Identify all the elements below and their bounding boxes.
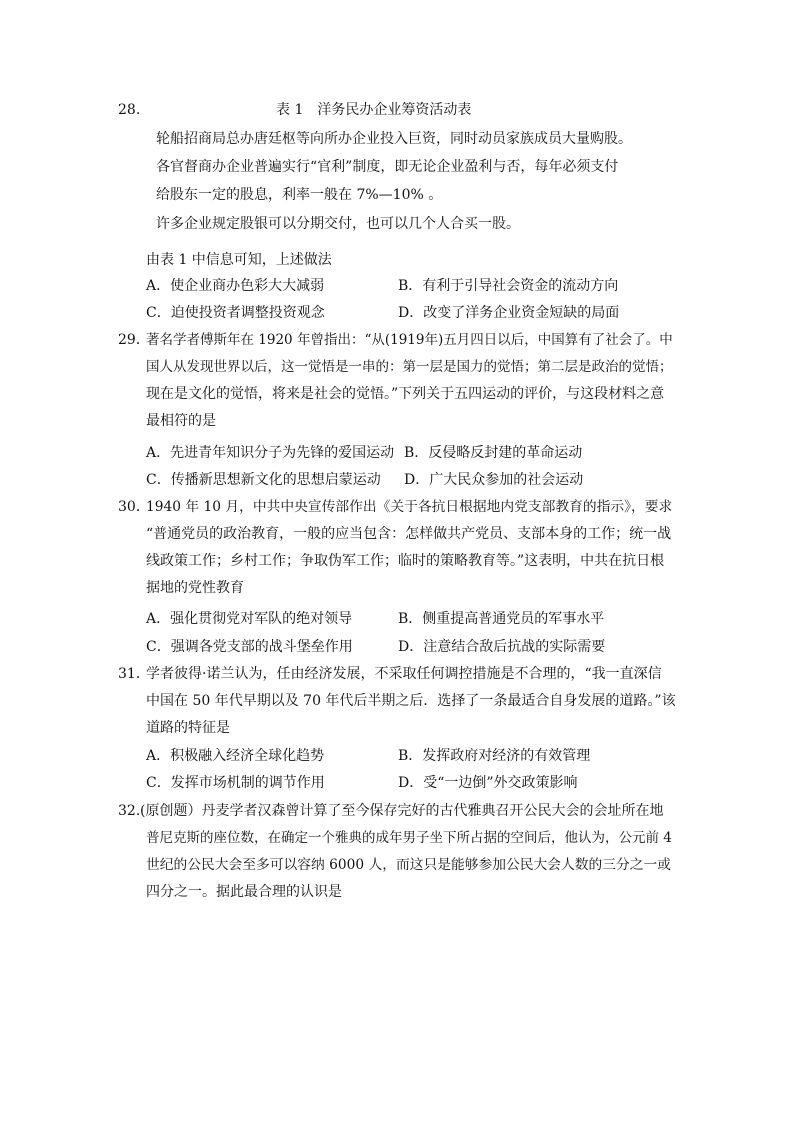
question-32-line-3: 世纪的公民大会至多可以容纳 6000 人，而这只是能够参加公民大会人数的三分之一或: [146, 857, 671, 873]
question-30-option-b: B．侧重提高普通党员的军事水平: [398, 611, 605, 627]
question-29-line-1: 著名学者傅斯年在 1920 年曾指出：“从(1919年)五月四日以后，中国算有了社会了。中: [146, 332, 673, 348]
question-28-option-b: B．有利于引导社会资金的流动方向: [398, 278, 619, 294]
question-31-line-1: 学者彼得·诺兰认为，任由经济发展，不采取任何调控措施是不合理的，“我一直深信: [146, 666, 662, 682]
table-row-2: 各官督商办企业普遍实行“官利”制度，即无论企业盈利与否，每年必须支付: [156, 159, 619, 175]
question-29-line-2: 国人从发现世界以后，这一觉悟是一串的：第一层是国力的觉悟；第二层是政治的觉悟；: [146, 359, 673, 375]
question-31-line-3: 道路的特征是: [146, 720, 230, 736]
question-30-line-3: 线政策工作；乡村工作；争取伪军工作；临时的策略教育等。”这表明，中共在抗日根: [146, 553, 665, 569]
question-28-option-d: D．改变了洋务企业资金短缺的局面: [398, 305, 620, 321]
question-31-option-b: B．发挥政府对经济的有效管理: [398, 748, 591, 764]
question-32-line-1: (原创题）丹麦学者汉森曾计算了至今保存完好的古代雅典召开公民大会的会址所在地: [140, 803, 664, 819]
question-32-line-2: 普尼克斯的座位数，在确定一个雅典的成年男子坐下所占据的空间后，他认为，公元前 4: [146, 830, 672, 846]
question-30-option-c: C．强调各党支部的战斗堡垒作用: [146, 639, 353, 655]
question-31-option-a: A．积极融入经济全球化趋势: [146, 748, 325, 764]
question-29-option-a: A．先进青年知识分子为先锋的爱国运动: [146, 445, 395, 461]
question-31-number: 31．: [118, 666, 150, 682]
question-28-stem: 由表 1 中信息可知，上述做法: [146, 252, 332, 268]
question-31-option-c: C．发挥市场机制的调节作用: [146, 775, 325, 791]
question-30-line-1: 1940 年 10 月，中共中央宣传部作出《关于各抗日根据地内党支部教育的指示》，要求: [146, 499, 673, 515]
question-28-option-c: C．迫使投资者调整投资观念: [146, 305, 325, 321]
question-31-line-2: 中国在 50 年代早期以及 70 年代后半期之后．选择了一条最适合自身发展的道路。”该: [146, 693, 676, 709]
question-29-option-d: D．广大民众参加的社会运动: [404, 472, 584, 488]
table-row-3: 许多企业规定股银可以分期交付，也可以几个人合买一股。: [156, 216, 520, 232]
question-32-line-4: 四分之一。据此最合理的认识是: [146, 884, 342, 900]
question-30-line-4: 据地的党性教育: [146, 580, 244, 596]
question-29-option-c: C．传播新思想新文化的思想启蒙运动: [146, 472, 381, 488]
question-30-number: 30．: [118, 499, 150, 515]
question-30-option-a: A．强化贯彻党对军队的绝对领导: [146, 611, 353, 627]
question-28-option-a: A．使企业商办色彩大大减弱: [146, 278, 325, 294]
table-row-2-continued: 给股东一定的股息，利率一般在 7%—10% 。: [156, 187, 443, 203]
question-30-option-d: D．注意结合敌后抗战的实际需要: [398, 639, 606, 655]
question-29-option-b: B．反侵略反封建的革命运动: [404, 445, 583, 461]
question-28-number: 28.: [118, 102, 141, 118]
question-31-option-d: D．受“一边倒”外交政策影响: [398, 775, 578, 791]
question-29-number: 29．: [118, 332, 150, 348]
question-29-line-4: 最相符的是: [146, 413, 216, 429]
question-30-line-2: “普通党员的政治教育，一般的应当包含：怎样做共产党员、支部本身的工作；统一战: [146, 526, 672, 542]
question-32-number: 32.: [118, 803, 141, 819]
table-1-caption: 表 1 洋务民办企业筹资活动表: [276, 102, 472, 118]
table-row-1: 轮船招商局总办唐廷枢等向所办企业投入巨资，同时动员家族成员大量购股。: [156, 131, 632, 147]
question-29-line-3: 现在是文化的觉悟，将来是社会的觉悟。”下列关于五四运动的评价，与这段材料之意: [146, 386, 665, 402]
